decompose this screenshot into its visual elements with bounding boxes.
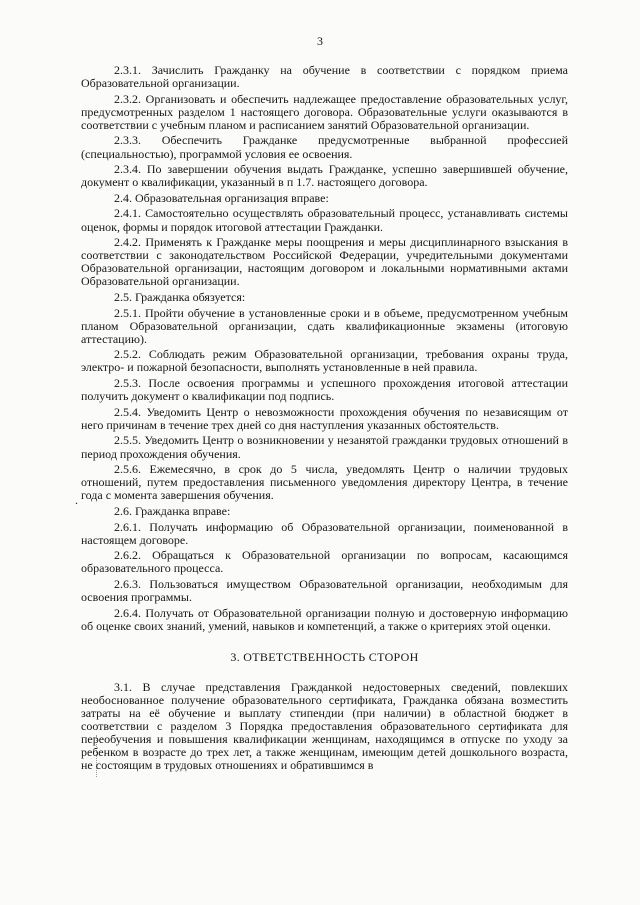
paragraph-2-3-2: 2.3.2. Организовать и обеспечить надлежащее предоставление образовательных услуг, предусмотренных разделом 1 настоящего договора. Образовательные услуги оказываются в соответствии с учебным планом и расписанием занятий Образовательной организации. — [81, 91, 568, 132]
page-number: 3 — [317, 34, 323, 48]
paragraph-2-6-1: 2.6.1. Получать информацию об Образовательной организации, поименованной в настоящем договоре. — [81, 519, 568, 547]
paragraph-2-6-4: 2.6.4. Получать от Образовательной организации полную и достоверную информацию об оценке своих знаний, умений, навыков и компетенций, а также о критериях этой оценки. — [81, 605, 568, 633]
paragraph-2-6: 2.6. Гражданка вправе: — [114, 503, 231, 518]
paragraph-2-3-1: 2.3.1. Зачислить Гражданку на обучение в соответствии с порядком приема Образовательной организации. — [81, 63, 568, 91]
paragraph-2-3-3: 2.3.3. Обеспечить Гражданке предусмотренные выбранной профессией (специальностью), программой условия ее освоения. — [81, 133, 568, 161]
paragraph-2-6-3: 2.6.3. Пользоваться имуществом Образовательной организации, необходимым для освоения программы. — [81, 576, 568, 604]
section-title: 3. ОТВЕТСТВЕННОСТЬ СТОРОН — [230, 649, 419, 664]
paragraph-2-4-2: 2.4.2. Применять к Гражданке меры поощрения и меры дисциплинарного взыскания в соответствии с законодательством Российской Федерации, учредительными документами Образовательной организации, настоящим договором и локальными нормативными актами Образовательной организации. — [81, 235, 568, 289]
paragraph-2-5-2: 2.5.2. Соблюдать режим Образовательной организации, требования охраны труда, электро- и пожарной безопасности, выполнять установленные в ней правила. — [81, 347, 568, 375]
paragraph-3-1: 3.1. В случае представления Гражданкой недостоверных сведений, повлекших необоснованное получение образовательного сертификата, Гражданка обязана возместить затраты на её обучение и выплату стипендии (при наличии) в областной бюджет в соответствии с разделом 3 Порядка предоставления образовательного сертификата для переобучения и повышения квалификации женщинам, находящимся в отпуске по уходу за ребенком в возрасте до трех лет, а также женщинам, имеющим детей дошкольного возраста, не состоящим в трудовых отношениях и обратившимся в — [81, 679, 568, 773]
paragraph-2-4: 2.4. Образовательная организация вправе: — [114, 190, 329, 205]
paragraph-2-5-4: 2.5.4. Уведомить Центр о невозможности прохождения обучения по независящим от него причинам в течение трех дней со дня наступления указанных обстоятельств. — [81, 404, 568, 432]
margin-dot: . — [75, 493, 78, 507]
paragraph-2-6-2: 2.6.2. Обращаться к Образовательной организации по вопросам, касающимся образовательного процесса. — [81, 548, 568, 576]
paragraph-2-5-3: 2.5.3. После освоения программы и успешного прохождения итоговой аттестации получить документ о квалификации под подпись. — [81, 376, 568, 404]
paragraph-2-5-5: 2.5.5. Уведомить Центр о возникновении у незанятой гражданки трудовых отношений в период прохождения обучения. — [81, 433, 568, 461]
paragraph-2-5-1: 2.5.1. Пройти обучение в установленные сроки и в объеме, предусмотренном учебным планом Образовательной организации, сдать квалификационные экзамены (итоговую аттестацию). — [81, 305, 568, 346]
paragraph-2-5: 2.5. Гражданка обязуется: — [114, 290, 246, 304]
paragraph-2-4-1: 2.4.1. Самостоятельно осуществлять образовательный процесс, устанавливать системы оценок, формы и порядок итоговой аттестации Гражданки. — [81, 206, 568, 234]
document-body — [81, 64, 568, 775]
paragraph-2-3-4: 2.3.4. По завершении обучения выдать Гражданке, успешно завершившей обучение, документ о квалификации, указанный в п 1.7. настоящего договора. — [81, 162, 568, 190]
paragraph-2-5-6: 2.5.6. Ежемесячно, в срок до 5 числа, уведомлять Центр о наличии трудовых отношений, путем предоставления письменного уведомления директору Центра, в течение года с момента завершения обучения. — [81, 462, 568, 503]
